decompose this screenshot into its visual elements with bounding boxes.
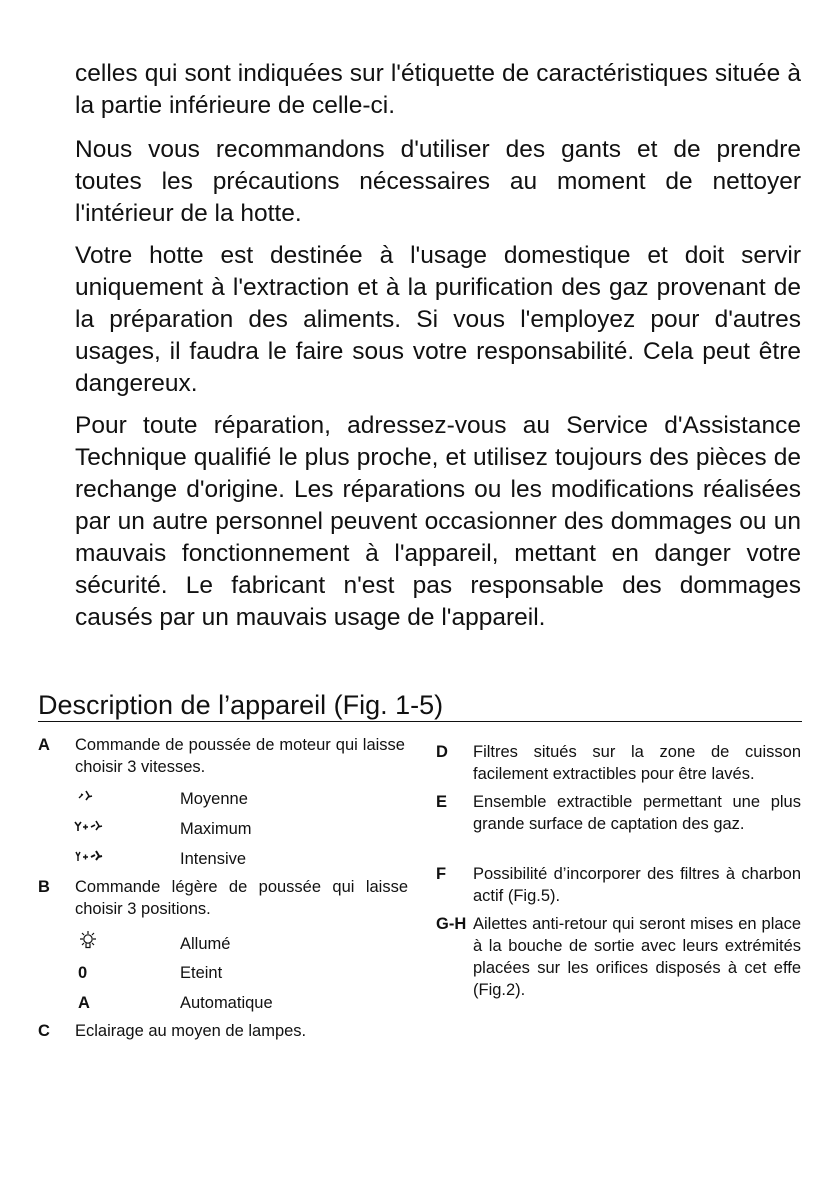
- item-c-letter: C: [38, 1022, 50, 1040]
- paragraph-3: Votre hotte est destinée à l'usage domestique et doit servir uniquement à l'extraction et à la purification des gaz provenant de la préparation des aliments. Si vous l'employez pour d'autres usages, il faudra le faire sous votre responsabilité. Cela peut être dangereux.: [75, 242, 801, 397]
- item-d-letter: D: [436, 743, 448, 761]
- left-column: [38, 734, 408, 1054]
- position-symbol-2: 0: [78, 964, 88, 982]
- position-label-3: Automatique: [180, 994, 273, 1012]
- right-column: [436, 741, 802, 1011]
- item-a-letter: A: [38, 736, 50, 754]
- item-b-letter: B: [38, 878, 50, 896]
- fan-speed-1-icon: [76, 788, 98, 804]
- item-gh-letter: G-H: [436, 915, 467, 933]
- item-f-text: Possibilité d’incorporer des filtres à charbon actif (Fig.5).: [473, 865, 801, 905]
- fan-speed-3-icon: [74, 848, 104, 864]
- speed-label-1: Moyenne: [180, 790, 248, 808]
- speed-label-3: Intensive: [180, 850, 247, 868]
- section-divider: [38, 721, 802, 722]
- position-symbol-3: A: [78, 994, 90, 1012]
- paragraph-2: Nous vous recommandons d'utiliser des gants et de prendre toutes les précautions nécessaires au moment de nettoyer l'intérieur de la hotte.: [75, 136, 801, 227]
- fan-speed-2-icon: [74, 818, 104, 834]
- section-title: Description de l’appareil (Fig. 1-5): [38, 690, 444, 720]
- item-c-text: Eclairage au moyen de lampes.: [75, 1022, 307, 1040]
- item-f-letter: F: [436, 865, 447, 883]
- light-bulb-icon: [76, 930, 100, 950]
- paragraph-1: celles qui sont indiquées sur l'étiquette de caractéristiques située à la partie inférieure de celle-ci.: [75, 60, 801, 119]
- item-e-text: Ensemble extractible permettant une plus grande surface de captation des gaz.: [473, 793, 801, 833]
- item-b-text: Commande légère de poussée qui laisse choisir 3 positions.: [75, 878, 408, 918]
- item-gh-text: Ailettes anti-retour qui seront mises en place à la bouche de sortie avec leurs extrémités placées sur les orifices disposés à cet effe (Fig.2).: [473, 915, 801, 999]
- item-d-text: Filtres situés sur la zone de cuisson facilement extractibles pour être lavés.: [473, 743, 801, 783]
- item-a-text: Commande de poussée de moteur qui laisse choisir 3 vitesses.: [75, 736, 405, 776]
- item-e-letter: E: [436, 793, 448, 811]
- paragraph-4: Pour toute réparation, adressez-vous au Service d'Assistance Technique qualifié le plus proche, et utilisez toujours des pièces de rechange d'origine. Les réparations ou les modifications réalisées par un autre personnel peuvent occasionner des dommages ou un mauvais fonctionnement à l'appareil, mettant en danger votre sécurité. Le fabricant n'est pas responsable des dommages causés par un mauvais usage de l'appareil.: [75, 412, 801, 631]
- speed-label-2: Maximum: [180, 820, 252, 838]
- position-label-2: Eteint: [180, 964, 223, 982]
- position-label-1: Allumé: [180, 935, 231, 953]
